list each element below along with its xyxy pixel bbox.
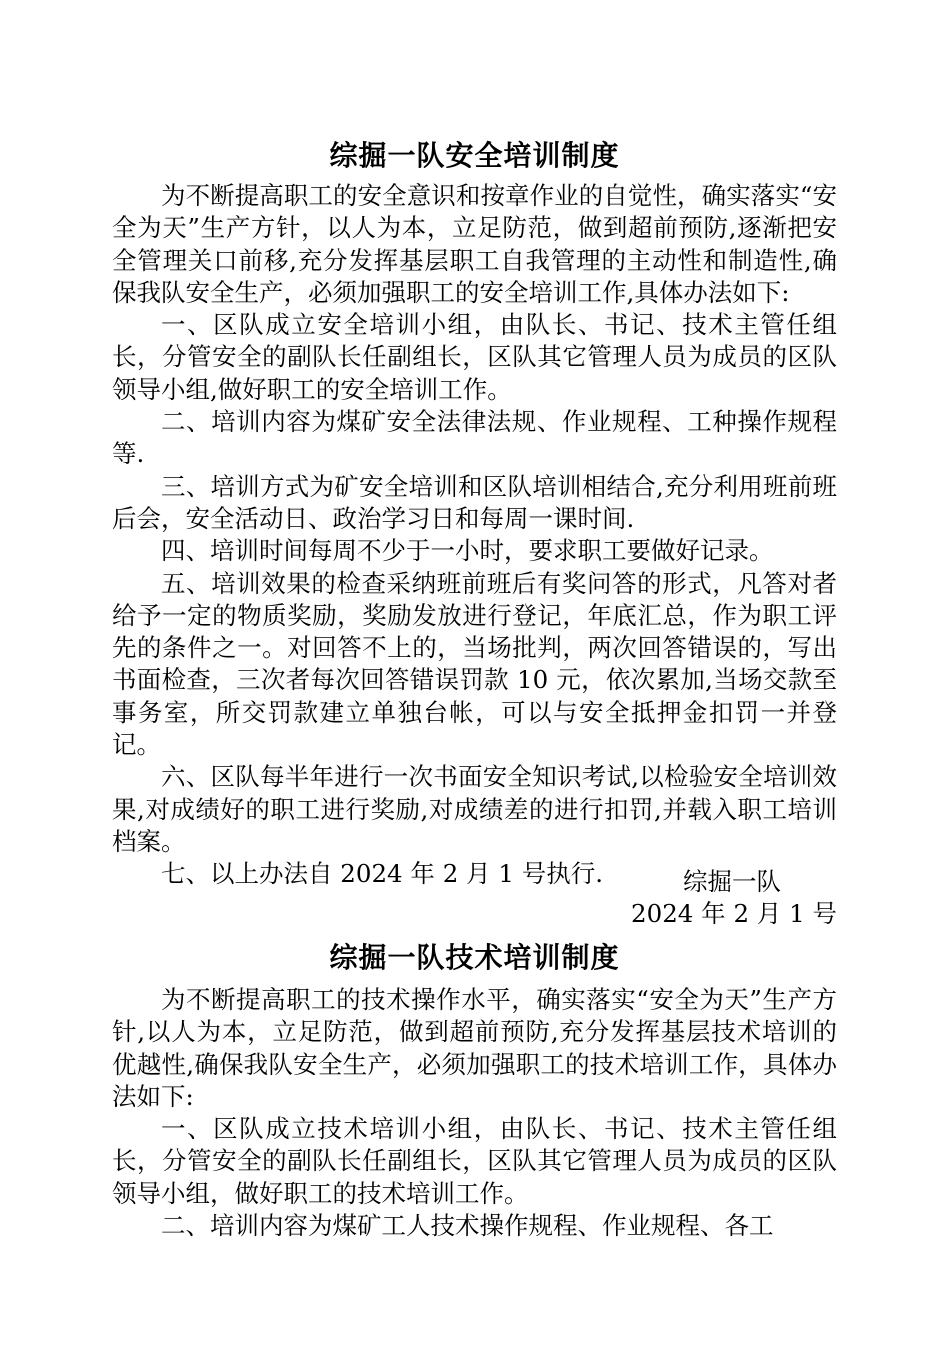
safety-item-2: 二、培训内容为煤矿安全法律法规、作业规程、工种操作规程等.: [112, 407, 837, 469]
document-title-technical: 综掘一队技术培训制度: [329, 941, 620, 974]
signature-team: 综掘一队: [683, 867, 781, 896]
safety-item-5: 五、培训效果的检查采纳班前班后有奖问答的形式，凡答对者给予一定的物质奖励，奖励发放进行登记，年底汇总，作为职工评先的条件之一。对回答不上的，当场批判，两次回答错误的，写出书面检查，三次者每次回答错误罚款 10 元，依次累加,当场交款至事务室，所交罚款建立单独台帐，可以与安全抵押金扣罚一并登记。: [112, 568, 837, 760]
technical-item-2: 二、培训内容为煤矿工人技术操作规程、作业规程、各工: [161, 1211, 774, 1241]
safety-intro-paragraph: 为不断提高职工的安全意识和按章作业的自觉性，确实落实“安全为天”生产方针，以人为本，立足防范，做到超前预防,逐渐把安全管理关口前移,充分发挥基层职工自我管理的主动性和制造性,确保我队安全生产，必须加强职工的安全培训工作,具体办法如下:: [112, 181, 837, 307]
technical-intro-paragraph: 为不断提高职工的技术操作水平，确实落实“安全为天”生产方针,以人为本，立足防范，做到超前预防,充分发挥基层技术培训的优越性,确保我队安全生产，必须加强职工的技术培训工作，具体办法如下:: [112, 985, 837, 1111]
safety-item-1: 一、区队成立安全培训小组，由队长、书记、技术主管任组长，分管安全的副队长任副组长，区队其它管理人员为成员的区队领导小组,做好职工的安全培训工作。: [112, 310, 837, 404]
signature-date: 2024 年 2 月 1 号: [631, 899, 837, 928]
safety-item-4: 四、培训时间每周不少于一小时，要求职工要做好记录。: [161, 536, 774, 566]
safety-item-6: 六、区队每半年进行一次书面安全知识考试,以检验安全培训效果,对成绩好的职工进行奖励,对成绩差的进行扣罚,并载入职工培训档案。: [112, 762, 837, 856]
technical-body: [112, 984, 837, 1242]
technical-item-1: 一、区队成立技术培训小组，由队长、书记、技术主管任组长，分管安全的副队长任副组长，区队其它管理人员为成员的区队领导小组，做好职工的技术培训工作。: [112, 1114, 837, 1208]
document-title-safety: 综掘一队安全培训制度: [329, 139, 620, 172]
safety-item-7: 七、以上办法自 2024 年 2 月 1 号执行.: [161, 859, 604, 889]
safety-item-3: 三、培训方式为矿安全培训和区队培训相结合,充分利用班前班后会，安全活动日、政治学习日和每周一课时间.: [112, 471, 837, 533]
safety-body: [112, 180, 837, 891]
